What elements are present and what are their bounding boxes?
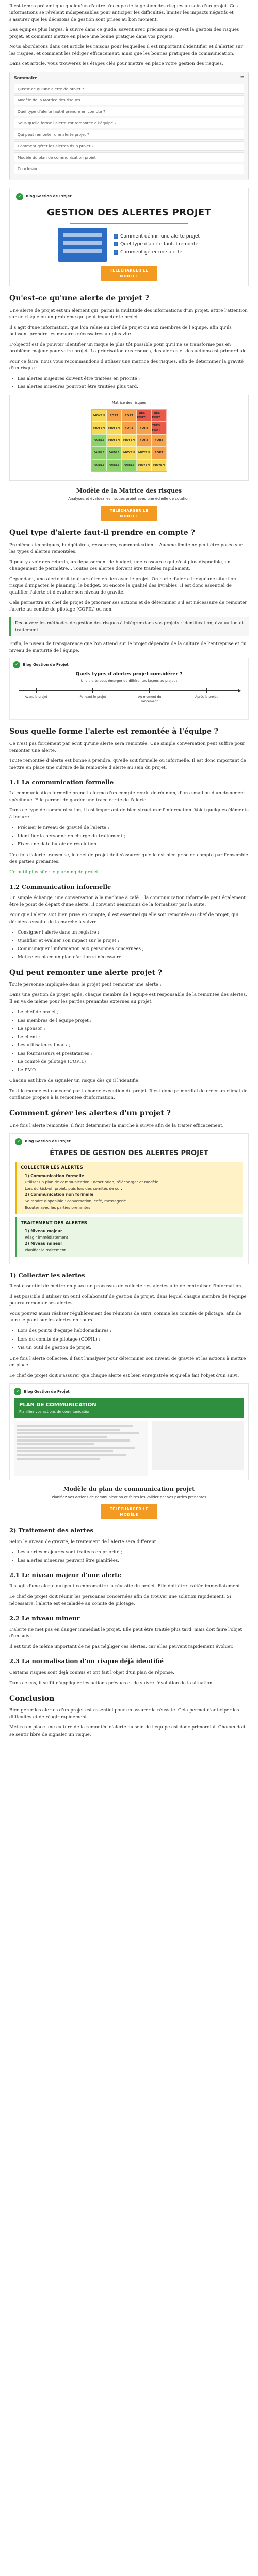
intro-p4: Dans cet article, vous trouverez les étapes clés pour mettre en place votre gestion des risques. bbox=[9, 61, 223, 67]
risk-matrix-cell: FORT bbox=[107, 410, 122, 422]
risk-matrix-cell: FAIBLE bbox=[92, 459, 107, 471]
brand-logo-icon: ✓ bbox=[16, 193, 23, 200]
diagram-subtitle: Une alerte peut émerger de différentes façons au projet : bbox=[80, 678, 178, 683]
stakeholder-list bbox=[9, 1009, 249, 1074]
section2-p2: Il peut y avoir des retards, un dépassement de budget, une ressource qui n'est plus disponible, un changement de périmètre… Toutes ces alertes doivent être traitées rapidement. bbox=[9, 559, 231, 571]
diagram-title: Quels types d'alertes projet considérer ? bbox=[75, 672, 183, 677]
plan-caption-sub: Planifiez vos actions de communication et faites les valider par vos parties prenantes bbox=[52, 1495, 206, 1500]
section2-p4: Cela permettra au chef de projet de prioriser ses actions et de déterminer s'il est nécessaire de remonter l'alerte au comité de pilotage (COPIL) ou non. bbox=[9, 600, 247, 613]
informal-p1: Un simple échange, une conversation à la machine à café… la communication informelle peut également être le point de départ d'une alerte. Il convient néanmoins de la formaliser par la suite. bbox=[9, 895, 246, 908]
section7-p1: Selon le niveau de gravité, le traitement de l'alerte sera différent : bbox=[9, 1539, 159, 1545]
risk-matrix-cell: FORT bbox=[122, 410, 137, 422]
section7-p5: Il est tout de même important de ne pas négliger ces alertes, car elles peuvent rapidement évoluer. bbox=[9, 1644, 234, 1650]
infographic-title: GESTION DES ALERTES PROJET bbox=[46, 207, 212, 218]
list-item: • Les alertes majeures doivent être traitées en priorité ; bbox=[18, 376, 249, 382]
risk-matrix-cell: MOYEN bbox=[92, 410, 107, 422]
check-icon: ✓ bbox=[114, 249, 118, 254]
toc-item[interactable]: Qu'est-ce qu'une alerte de projet ? bbox=[14, 84, 244, 94]
subsection-title: 1.2 Communication informelle bbox=[9, 883, 111, 890]
process-item: Lors du kick-off projet, puis lors des comités de suivi bbox=[25, 1186, 124, 1191]
section6-p5: Le chef de projet doit s'assurer que chaque alerte est bien enregistrée et qu'elle fait l'objet d'un suivi. bbox=[9, 1372, 239, 1378]
process-item: 1) Communication formelle bbox=[25, 1173, 84, 1178]
timeline-step: Pendant le projet bbox=[79, 695, 106, 699]
process-title: ÉTAPES DE GESTION DES ALERTES PROJET bbox=[50, 1149, 208, 1157]
section4-p3: Chacun est libre de signaler un risque dès qu'il l'identifie. bbox=[9, 1078, 140, 1084]
section1-p3: L'objectif est de pouvoir identifier un risque le plus tôt possible pour qu'il ne se transforme pas en problème majeur pour votre projet. La priorisation des risques, des alertes et des actions est primordiale. bbox=[9, 342, 248, 354]
risk-matrix-cell: MOYEN bbox=[137, 459, 152, 471]
list-item: • Via un outil de gestion de projet. bbox=[18, 1345, 249, 1351]
treatment-block bbox=[15, 1217, 243, 1257]
matrix-caption: Modèle de la Matrice des risques bbox=[76, 487, 182, 494]
section7-p2: Il s'agit d'une alerte qui peut compromettre la réussite du projet. Elle doit être traitée immédiatement. bbox=[9, 1584, 241, 1589]
matrix-wrap bbox=[16, 409, 242, 472]
alert-types-diagram bbox=[9, 658, 249, 720]
risk-matrix-cell: FAIBLE bbox=[92, 434, 107, 447]
brand-row bbox=[15, 1138, 243, 1145]
timeline-tick bbox=[92, 688, 93, 693]
toc-item[interactable]: Quel type d'alerte faut-il prendre en compte ? bbox=[14, 107, 244, 116]
list-item: • Consigner l'alerte dans un registre ; bbox=[18, 929, 249, 936]
callout-text: Découvrez les méthodes de gestion des risques à intégrer dans vos projets : identification, évaluation et traitement. bbox=[15, 620, 244, 633]
brand-name: Blog Gestion de Projet bbox=[23, 662, 69, 667]
toc-item[interactable]: Sous quelle forme l'alerte est remontée à l'équipe ? bbox=[14, 118, 244, 128]
section7-p4: L'alerte ne met pas en danger immédiat le projet. Elle peut être traitée plus tard, mais doit faire l'objet d'un suivi. bbox=[9, 1627, 243, 1639]
timeline-step: Après le projet bbox=[195, 695, 218, 699]
download-matrix-button[interactable]: TÉLÉCHARGER LE MODÈLE bbox=[101, 506, 157, 521]
timeline-tick bbox=[36, 688, 37, 693]
brand-row bbox=[16, 193, 242, 200]
download-plan-button[interactable]: TÉLÉCHARGER LE MODÈLE bbox=[101, 1504, 157, 1519]
list-item: • Le sponsor ; bbox=[18, 1026, 249, 1032]
brand-name: Blog Gestion de Projet bbox=[25, 1139, 71, 1144]
formal-list bbox=[9, 825, 249, 848]
document-illustration-icon bbox=[58, 228, 107, 262]
list-item: • Les alertes mineures peuvent être planifiées. bbox=[18, 1557, 249, 1564]
section6-p4: Une fois l'alerte collectée, il faut l'analyser pour déterminer son niveau de gravité et les actions à mettre en place. bbox=[9, 1355, 246, 1368]
list-item: • Le comité de pilotage (COPIL) ; bbox=[18, 1059, 249, 1065]
section-title: Conclusion bbox=[9, 1694, 55, 1703]
brand-logo-icon: ✓ bbox=[14, 1388, 21, 1395]
section2-p1: Problèmes techniques, budgétaires, ressources, communication… Aucune limite ne peut être posée sur les types d'alertes remontées. bbox=[9, 542, 243, 554]
check-icon: ✓ bbox=[114, 242, 118, 246]
section4-p4: Tout le monde est concerné par la bonne exécution du projet. Il est donc primordial de créer un climat de confiance propice à la remontée d'information. bbox=[9, 1089, 248, 1101]
process-item: Se rendre disponible : conversation, café, messagerie bbox=[25, 1198, 126, 1204]
section1-note: Pour ce faire, nous vous recommandons d'utiliser une matrice des risques, afin de déterminer la gravité d'un risque : bbox=[9, 359, 244, 371]
plan-subtitle: Planifiez vos actions de communication bbox=[19, 1410, 91, 1414]
list-item: • Mettre en place un plan d'action si nécessaire. bbox=[18, 954, 249, 961]
risk-matrix-cell: TRÈS FORT bbox=[152, 410, 167, 422]
informal-p2: Pour que l'alerte soit bien prise en compte, il est essentiel qu'elle soit remontée au chef de projet, qui décidera ensuite de la marche à suivre : bbox=[9, 912, 239, 925]
plan-header bbox=[14, 1398, 244, 1418]
brand-name: Blog Gestion de Projet bbox=[24, 1389, 70, 1394]
process-item: 2) Niveau mineur bbox=[25, 1241, 62, 1246]
conclusion-p1: Bien gérer les alertes d'un projet est essentiel pour en assurer la réussite. Cela permet d'anticiper les difficultés et de réagir rapidement. bbox=[9, 1708, 239, 1720]
process-item: 1) Niveau majeur bbox=[25, 1228, 62, 1233]
download-template-button[interactable]: TÉLÉCHARGER LE MODÈLE bbox=[101, 266, 157, 281]
timeline-steps bbox=[10, 694, 248, 714]
section4-p1: Toute personne impliquée dans le projet peut remonter une alerte : bbox=[9, 982, 162, 988]
risk-matrix-cell: FORT bbox=[122, 422, 137, 434]
section4-p2: Dans une gestion de projet agile, chaque membre de l'équipe est responsable de la remontée des alertes. Il en va de même pour les parties prenantes externes au projet. bbox=[9, 992, 247, 1005]
checklist-item: Comment gérer une alerte bbox=[120, 249, 183, 255]
list-item: • Le chef de projet ; bbox=[18, 1009, 249, 1016]
collect-heading: COLLECTER LES ALERTES bbox=[21, 1165, 83, 1171]
risk-matrix-cell: FORT bbox=[152, 434, 167, 447]
brand-row bbox=[14, 1388, 244, 1395]
risk-matrix-card bbox=[9, 395, 249, 480]
collect-block bbox=[15, 1162, 243, 1214]
risk-matrix-cell: TRÈS FORT bbox=[137, 410, 152, 422]
toc-item[interactable]: Modèle de la Matrice des risques bbox=[14, 95, 244, 105]
timeline-step: Avant le projet bbox=[25, 695, 47, 699]
timeline-step: Au moment du lancement bbox=[138, 695, 162, 704]
matrix-caption-sub: Analysez et évaluez les risques projet avec une échelle de cotation bbox=[68, 497, 190, 501]
list-item: • Les alertes mineures pourront être traitées plus tard. bbox=[18, 384, 249, 391]
toc-item[interactable]: Comment gérer les alertes d'un projet ? bbox=[14, 141, 244, 151]
subsection-title: 1.1 La communication formelle bbox=[9, 778, 114, 786]
communication-plan-card bbox=[9, 1383, 249, 1480]
section-title: Sous quelle forme l'alerte est remontée à l'équipe ? bbox=[9, 727, 218, 736]
subsection-title: 1) Collecter les alertes bbox=[9, 1271, 85, 1279]
formal-p3: Une fois l'alerte transmise, le chef de projet doit s'assurer qu'elle est bien prise en compte par l'ensemble des parties prenantes. bbox=[9, 852, 248, 865]
subsection-title: 2.1 Le niveau majeur d'une alerte bbox=[9, 1571, 121, 1579]
section3-p2: Toute remontée d'alerte est bonne à prendre, qu'elle soit formelle ou informelle. Il est donc important de mettre en place une culture de la remontée d'alerte au sein du projet. bbox=[9, 758, 246, 770]
list-item: • Identifier la personne en charge du traitement ; bbox=[18, 833, 249, 840]
section7-p6: Certains risques sont déjà connus et ont fait l'objet d'un plan de réponse. bbox=[9, 1670, 174, 1675]
toc-header[interactable] bbox=[14, 75, 244, 81]
timeline-tick bbox=[206, 688, 207, 693]
list-item: • Lors des points d'équipe hebdomadaires ; bbox=[18, 1328, 249, 1334]
process-item: Écouter avec les parties prenantes bbox=[25, 1205, 91, 1210]
formal-p1: La communication formelle prend la forme d'un compte rendu de réunion, d'un e-mail ou d'un document spécifique. Elle permet de garder une trace écrite de l'alerte. bbox=[9, 791, 245, 803]
infographic-checklist bbox=[114, 232, 200, 258]
risk-matrix-cell: MOYEN bbox=[152, 459, 167, 471]
plan-preview bbox=[14, 1421, 244, 1476]
risk-matrix-cell: MOYEN bbox=[137, 447, 152, 459]
list-item: • Le client ; bbox=[18, 1034, 249, 1041]
table-of-contents bbox=[9, 72, 249, 180]
section6-p1: Il est essentiel de mettre en place un processus de collecte des alertes afin de centraliser l'information. bbox=[9, 1284, 243, 1290]
risk-matrix-cell: MOYEN bbox=[107, 434, 122, 447]
severity-list bbox=[9, 376, 249, 391]
section2-p3: Cependant, une alerte doit toujours être en lien avec le projet. On parle d'alerte lorsqu'une situation risque d'impacter le planning, le budget, ou encore la qualité des livrables. Il est donc essentiel de qualifier l'alerte et d'évaluer son niveau de gravité. bbox=[9, 577, 236, 596]
section-title: Qu'est-ce qu'une alerte de projet ? bbox=[9, 294, 149, 303]
process-infographic bbox=[9, 1133, 249, 1264]
section2-p5: Enfin, le niveau de transparence que l'on attend sur le projet dépendra de la culture de l'entreprise et du niveau de maturité de l'équipe. bbox=[9, 641, 247, 653]
plan-title: PLAN DE COMMUNICATION bbox=[19, 1402, 96, 1408]
matrix-heading: Matrice des risques bbox=[111, 401, 147, 405]
related-article-callout[interactable] bbox=[9, 617, 249, 636]
section-title: Quel type d'alerte faut-il prendre en compte ? bbox=[9, 529, 195, 537]
toc-title: Sommaire bbox=[14, 75, 38, 80]
list-item: • Préciser le niveau de gravité de l'alerte ; bbox=[18, 825, 249, 832]
risk-matrix-cell: MOYEN bbox=[92, 422, 107, 434]
plan-image-preview bbox=[152, 1421, 244, 1470]
subsection-title: 2.2 Le niveau mineur bbox=[9, 1614, 80, 1622]
brand-name: Blog Gestion de Projet bbox=[26, 194, 72, 199]
subsection-title: 2.3 La normalisation d'un risque déjà identifié bbox=[9, 1657, 164, 1665]
infographic-body bbox=[16, 228, 242, 262]
brand-logo-icon: ✓ bbox=[15, 1138, 22, 1145]
list-item: • Lors du comité de pilotage (COPIL) ; bbox=[18, 1336, 249, 1343]
checklist-item: Comment définir une alerte projet bbox=[120, 233, 200, 239]
infographic-card bbox=[9, 188, 249, 287]
risk-matrix-cell: MOYEN bbox=[107, 422, 122, 434]
section-title: Comment gérer les alertes d'un projet ? bbox=[9, 1109, 171, 1118]
toc-item[interactable]: Qui peut remonter une alerte projet ? bbox=[14, 130, 244, 140]
list-item: • Les alertes majeures sont traitées en priorité ; bbox=[18, 1549, 249, 1556]
section7-p3: Le chef de projet doit réunir les personnes concernées afin de trouver une solution rapidement. Si nécessaire, l'alerte est escaladée au comité de pilotage. bbox=[9, 1594, 231, 1606]
risk-matrix-cell: MOYEN bbox=[122, 434, 137, 447]
title-divider bbox=[70, 223, 188, 224]
section7-p7: Dans ce cas, il suffit d'appliquer les actions prévues et de suivre l'évolution de la situation. bbox=[9, 1680, 214, 1686]
section-title: Qui peut remonter une alerte projet ? bbox=[9, 968, 163, 977]
list-item: • Les fournisseurs et prestataires ; bbox=[18, 1050, 249, 1057]
list-item: • Fixer une date butoir de résolution. bbox=[18, 841, 249, 848]
plan-caption: Modèle du plan de communication projet bbox=[63, 1485, 195, 1493]
toc-item[interactable]: Modèle du plan de communication projet bbox=[14, 152, 244, 162]
toc-toggle-icon[interactable]: ☰ bbox=[240, 75, 244, 80]
risk-matrix-cell: FORT bbox=[152, 447, 167, 459]
timeline-tick bbox=[149, 688, 150, 693]
risk-matrix-cell: FORT bbox=[137, 434, 152, 447]
section5-p1: Une fois l'alerte remontée, il faut déterminer la marche à suivre afin de la traiter efficacement. bbox=[9, 1123, 224, 1128]
subsection-title: 2) Traitement des alertes bbox=[9, 1527, 93, 1534]
checklist-item: Quel type d'alerte faut-il remonter bbox=[120, 242, 200, 247]
risk-matrix-cell: FAIBLE bbox=[122, 459, 137, 471]
section6-p2: Il est possible d'utiliser un outil collaboratif de gestion de projet, dans lequel chaque membre de l'équipe pourra remonter ses alertes. bbox=[9, 1294, 247, 1307]
risk-matrix-cell: FAIBLE bbox=[92, 447, 107, 459]
section6-p3: Vous pouvez aussi réaliser régulièrement des réunions de suivi, comme les comités de pilotage, afin de faire le point sur les alertes en cours. bbox=[9, 1311, 241, 1324]
list-item: • Communiquer l'information aux personnes concernées ; bbox=[18, 946, 249, 953]
section1-p1: Une alerte de projet est un élément qui, parmi la multitude des informations d'un projet, attire l'attention sur un risque ou un problème qui peut impacter le projet. bbox=[9, 308, 248, 320]
list-item: • Les membres de l'équipe projet ; bbox=[18, 1018, 249, 1024]
treatment-list bbox=[9, 1549, 249, 1564]
risk-matrix-cell: TRÈS FORT bbox=[152, 422, 167, 434]
planning-link[interactable]: Un outil plus sûr : le planning de projet. bbox=[9, 869, 100, 875]
risk-matrix-cell: MOYEN bbox=[122, 447, 137, 459]
intro-p2: Des équipes plus larges, à suivre dans ce guide, savent avec précision ce qu'est la gestion des risques projet, et comment mettre en place une bonne pratique dans vos projets. bbox=[9, 27, 239, 40]
list-item: • Le PMO. bbox=[18, 1067, 249, 1074]
risk-matrix-cell: FAIBLE bbox=[107, 447, 122, 459]
risk-matrix-cell: FORT bbox=[137, 422, 152, 434]
brand-row bbox=[10, 658, 248, 668]
list-item: • Qualifier et évaluer son impact sur le projet ; bbox=[18, 938, 249, 944]
process-item: Réagir immédiatement bbox=[25, 1235, 68, 1240]
formal-p2: Dans ce type de communication, il est important de bien structurer l'information. Voici quelques éléments à inclure : bbox=[9, 808, 249, 820]
list-item: • Les utilisateurs finaux ; bbox=[18, 1042, 249, 1049]
section1-p2: Il s'agit d'une information, que l'on relaie au chef de projet ou aux membres de l'équipe, afin qu'ils puissent prendre les mesures nécessaires au plus vite. bbox=[9, 325, 232, 337]
informal-list bbox=[9, 929, 249, 961]
check-icon: ✓ bbox=[114, 233, 118, 238]
intro-p1: Il est temps présent que quelqu'un d'autre s'occupe de la gestion des risques au sein d'un projet. Ces informations se révèlent indispensables pour anticiper les difficultés, limiter les impacts négatifs et s'assurer que les décisions de gestion sont prises au bon moment. bbox=[9, 4, 238, 23]
plan-text-preview bbox=[14, 1421, 148, 1476]
risk-matrix-grid bbox=[91, 409, 167, 472]
conclusion-p2: Mettre en place une culture de la remontée d'alerte au sein de l'équipe est donc primordial. Chacun doit se sentir libre de signaler un risque. bbox=[9, 1725, 246, 1737]
brand-logo-icon: ✓ bbox=[13, 661, 20, 668]
risk-matrix-cell: FAIBLE bbox=[107, 459, 122, 471]
process-item: Planifier le traitement bbox=[25, 1247, 66, 1252]
intro-p3: Nous aborderons dans cet article les raisons pour lesquelles il est important d'identifier et d'alerter sur les risques, et comment les rédiger efficacement, ainsi que les bonnes pratiques de communication. bbox=[9, 44, 243, 57]
process-item: 2) Communication non formelle bbox=[25, 1192, 94, 1197]
section3-p1: Ce n'est pas forcément par écrit qu'une alerte sera remontée. Une simple conversation peut suffire pour remonter une alerte. bbox=[9, 741, 245, 753]
toc-item[interactable]: Conclusion bbox=[14, 164, 244, 174]
collect-list bbox=[9, 1328, 249, 1351]
treatment-heading: TRAITEMENT DES ALERTES bbox=[21, 1220, 87, 1226]
process-item: Utiliser un plan de communication : description, télécharger et modèle bbox=[25, 1179, 158, 1184]
